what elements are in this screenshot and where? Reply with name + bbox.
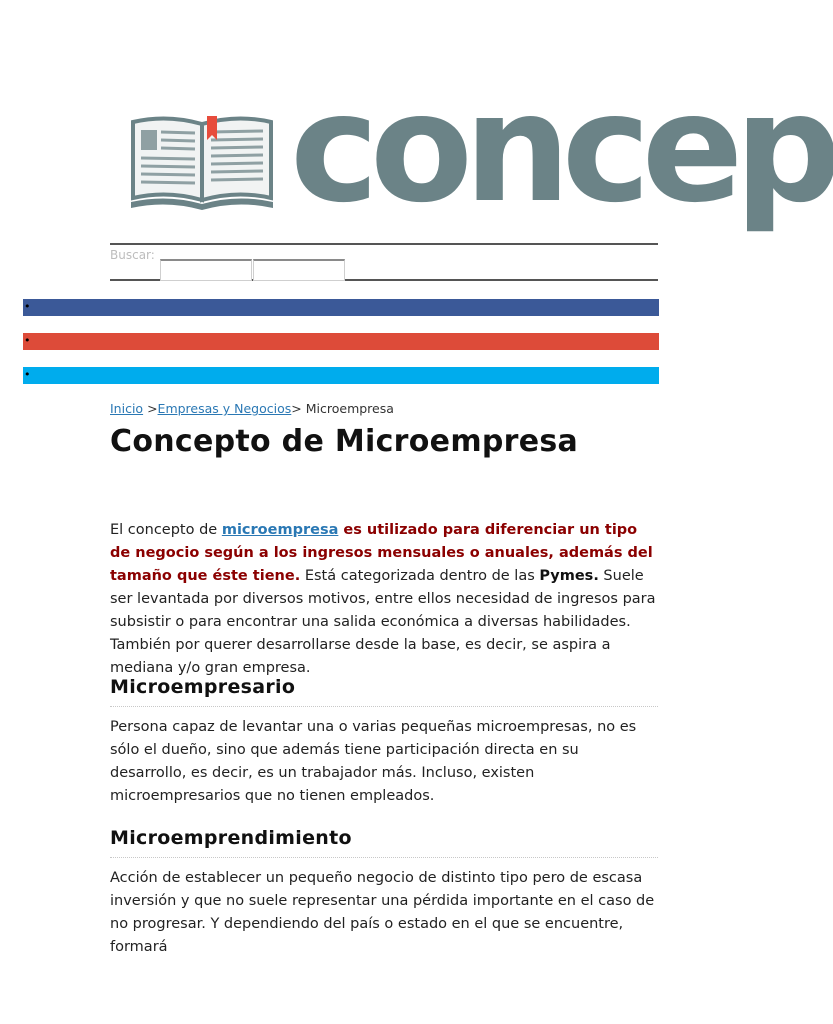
section-body-microempresario: Persona capaz de levantar una o varias pequeñas microempresas, no es sólo el dueño, sino que además tiene participación directa en su desarrollo, es decir, es un trabajador más. Incluso, existen microempresarios que no tienen empleados. <box>110 719 637 804</box>
breadcrumb-home-link[interactable]: Inicio <box>110 401 144 416</box>
open-book-icon <box>127 112 287 212</box>
page-title: Concepto de Microempresa <box>110 424 579 459</box>
intro-text-2: Está categorizada dentro de las <box>300 568 540 584</box>
intro-text-3: Suele ser levantada por diversos motivos, entre ellos necesidad de ingresos para subsistir o para encontrar una salida económica a diversas habilidades. También por querer desarrollarse desde la base, es decir, se aspira a mediana y/o gran empresa. <box>110 568 656 676</box>
google-plus-share-bar[interactable] <box>23 333 659 350</box>
search-label: Buscar: <box>110 248 155 262</box>
microempresa-link[interactable]: microempresa <box>221 522 339 538</box>
section-heading-microemprendimiento: Microemprendimiento <box>110 827 658 858</box>
search-form <box>110 243 658 281</box>
logo-wordmark: concep <box>290 62 833 236</box>
breadcrumb-separator: > <box>147 401 158 416</box>
facebook-share-bar[interactable] <box>23 299 659 316</box>
intro-text-1: El concepto de <box>110 522 222 538</box>
site-logo[interactable] <box>127 62 833 240</box>
breadcrumb-category-link[interactable]: Empresas y Negocios <box>157 401 292 416</box>
search-submit[interactable] <box>253 259 345 281</box>
bullet-icon: • <box>24 334 31 347</box>
intro-bold-pymes: Pymes. <box>539 568 599 584</box>
bullet-icon: • <box>24 300 31 313</box>
breadcrumb-separator: > <box>291 401 302 416</box>
section-heading-microempresario: Microempresario <box>110 676 658 707</box>
intro-paragraph <box>110 519 658 680</box>
intro-highlight: es utilizado para diferenciar un tipo de negocio según a los ingresos mensuales o anuales, además del tamaño que éste tiene. <box>110 522 653 584</box>
section-body-microemprendimiento: Acción de establecer un pequeño negocio de distinto tipo pero de escasa inversión y que no suele representar una pérdida importante en el caso de no progresar. Y dependiendo del país o estado en el que se encuentre, formará <box>110 870 655 955</box>
breadcrumb <box>110 401 394 416</box>
search-input[interactable] <box>160 259 252 281</box>
twitter-share-bar[interactable] <box>23 367 659 384</box>
bullet-icon: • <box>24 368 31 381</box>
breadcrumb-current: Microempresa <box>301 401 394 416</box>
